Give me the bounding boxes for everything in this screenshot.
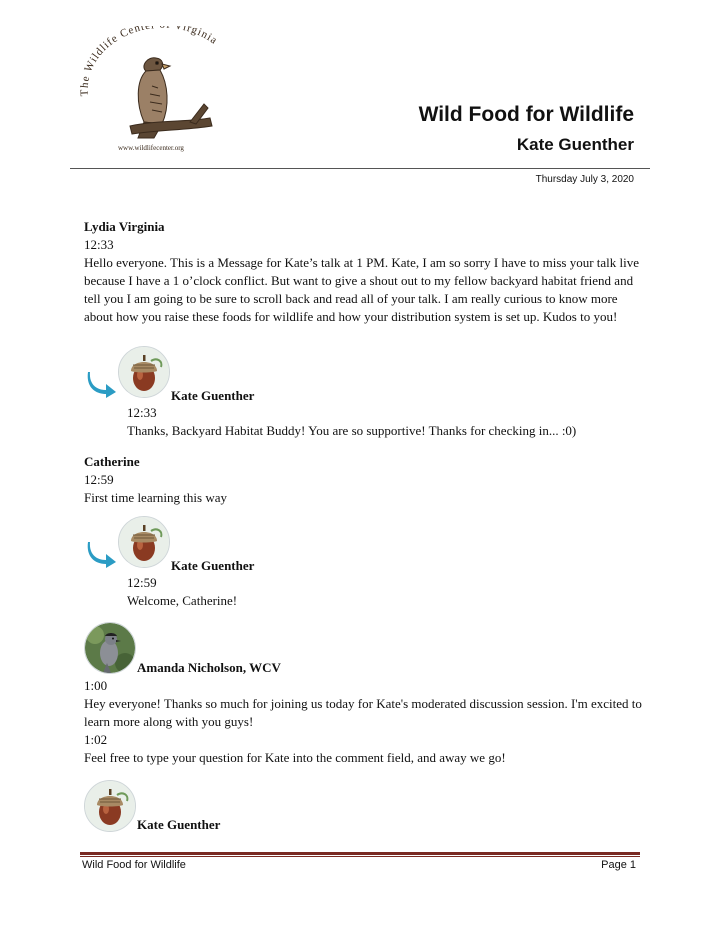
reply-arrow-icon xyxy=(84,368,120,398)
acorn-icon xyxy=(84,780,136,832)
acorn-icon xyxy=(118,346,170,398)
message-author: Catherine xyxy=(84,454,140,469)
acorn-icon xyxy=(118,516,170,568)
message-time: 12:59 xyxy=(127,575,157,590)
reply-arrow-icon xyxy=(84,538,120,568)
message-text: Welcome, Catherine! xyxy=(127,593,238,608)
message-text: Hello everyone. This is a Message for Kate’s talk at 1 PM. Kate, I am so sorry I have to miss your talk live because I have a 1 o’clock conflict. But want to give a shout out to my fellow backyard habitat friend and tell you I am going to be sure to scroll back and read all of your talk. I am really curious to know more about how you raise these foods for wildlife and how your distribution system is set up. Kudos to you! xyxy=(84,255,640,324)
message-text: First time learning this way xyxy=(84,490,227,505)
message-time: 12:33 xyxy=(127,405,157,420)
logo-url: www.wildlifecenter.org xyxy=(118,144,184,152)
footer-title: Wild Food for Wildlife xyxy=(82,859,186,871)
chat-reply xyxy=(127,574,647,610)
page-number: Page 1 xyxy=(601,859,636,871)
message-text: Feel free to type your question for Kate into the comment field, and away we go! xyxy=(84,750,506,765)
message-text: Thanks, Backyard Habitat Buddy! You are so supportive! Thanks for checking in... :0) xyxy=(127,423,577,438)
chat-reply xyxy=(127,404,647,440)
document-subtitle: Kate Guenther xyxy=(516,135,634,154)
footer-divider-thin xyxy=(80,856,640,857)
chat-message xyxy=(84,218,644,326)
message-author: Kate Guenther xyxy=(137,817,221,832)
wildlife-center-logo xyxy=(78,26,248,156)
message-time: 12:33 xyxy=(84,237,114,252)
message-author: Kate Guenther xyxy=(171,388,255,403)
header-divider xyxy=(70,168,650,169)
message-time: 1:02 xyxy=(84,732,108,747)
chat-message xyxy=(84,453,644,507)
logo-arc-text: The Wildlife Cent Virginia xyxy=(78,26,220,97)
message-time: 12:59 xyxy=(84,472,114,487)
document-date: Thursday July 3, 2020 xyxy=(535,174,634,185)
catbird-icon xyxy=(84,622,136,674)
message-author: Amanda Nicholson, WCV xyxy=(137,660,281,675)
message-author: Lydia Virginia xyxy=(84,219,165,234)
footer-divider xyxy=(80,852,640,855)
message-time: 1:00 xyxy=(84,678,108,693)
message-author: Kate Guenther xyxy=(171,558,255,573)
chat-message xyxy=(84,677,644,767)
message-text: Hey everyone! Thanks so much for joining us today for Kate's moderated discussion session. I'm excited to learn more along with you guys! xyxy=(84,696,642,729)
document-title: Wild Food for Wildlife xyxy=(418,103,634,126)
